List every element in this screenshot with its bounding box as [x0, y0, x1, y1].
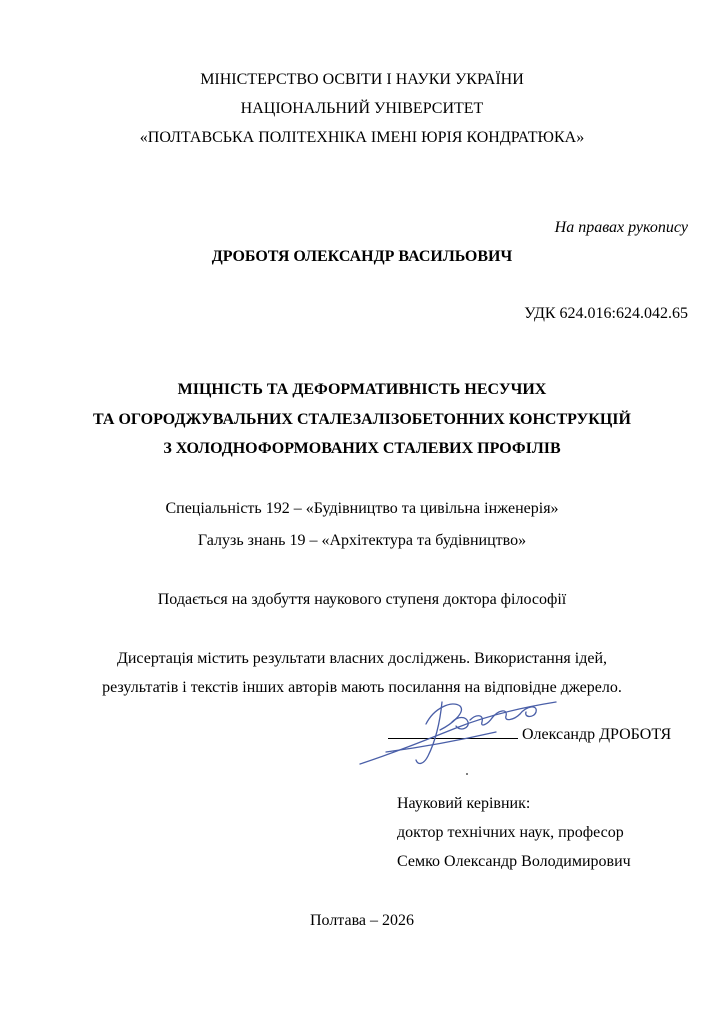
field-line: Галузь знань 19 – «Архітектура та будівництво»: [197, 532, 527, 549]
statement-line-1: Дисертація містить результати власних досліджень. Використання ідей,: [116, 650, 608, 667]
ministry-line: МІНІСТЕРСТВО ОСВІТИ І НАУКИ УКРАЇНИ: [200, 71, 524, 88]
university-name-line: «ПОЛТАВСЬКА ПОЛІТЕХНІКА ІМЕНІ ЮРІЯ КОНДРАТЮКА»: [139, 129, 585, 146]
author-name: ДРОБОТЯ ОЛЕКСАНДР ВАСИЛЬОВИЧ: [211, 248, 513, 265]
udc-code: УДК 624.016:624.042.65: [524, 305, 688, 322]
thesis-title-line-2: ТА ОГОРОДЖУВАЛЬНИХ СТАЛЕЗАЛІЗОБЕТОННИХ КОНСТРУКЦІЙ: [93, 411, 631, 428]
statement-line-2: результатів і текстів інших авторів мають посилання на відповідне джерело.: [102, 679, 622, 696]
manuscript-note: На правах рукопису: [554, 219, 688, 236]
advisor-title: доктор технічних наук, професор: [397, 824, 624, 841]
city-year: Полтава – 2026: [309, 912, 415, 929]
university-line: НАЦІОНАЛЬНИЙ УНІВЕРСИТЕТ: [240, 100, 484, 117]
thesis-title-line-3: З ХОЛОДНОФОРМОВАНИХ СТАЛЕВИХ ПРОФІЛІВ: [163, 440, 561, 457]
ink-dot: [466, 773, 468, 775]
specialty-line: Спеціальність 192 – «Будівництво та цивільна інженерія»: [165, 500, 559, 517]
advisor-name: Семко Олександр Володимирович: [397, 853, 631, 870]
degree-line: Подається на здобуття наукового ступеня доктора філософії: [157, 591, 567, 608]
handwritten-signature: [356, 694, 566, 774]
thesis-title-line-1: МІЦНІСТЬ ТА ДЕФОРМАТИВНІСТЬ НЕСУЧИХ: [177, 381, 547, 398]
advisor-label: Науковий керівник:: [397, 795, 531, 812]
signature-name: Олександр ДРОБОТЯ: [522, 726, 672, 743]
